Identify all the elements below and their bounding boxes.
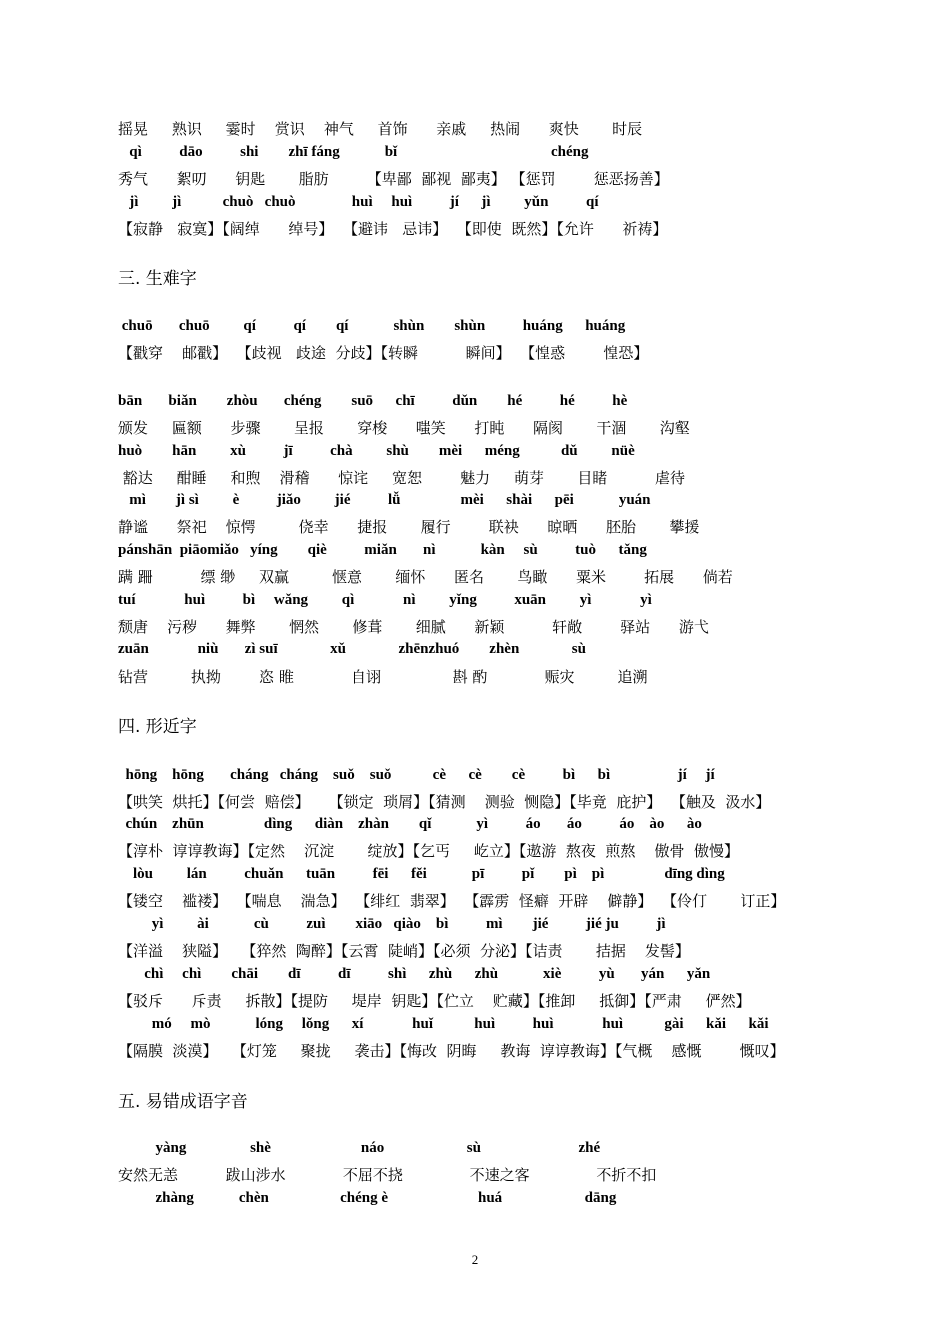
vocab-line: 秀气 絮叨 钥匙 脂肪 【卑鄙 鄙视 鄙夷】 【惩罚 惩恶扬善】 bbox=[118, 170, 669, 188]
vocab-line: 【寂静 寂寞】【阔绰 绰号】 【避讳 忌讳】 【即使 既然】【允许 祈祷】 bbox=[118, 220, 668, 238]
vocab-line: 钻营 执拗 恣 睢 自诩 斟 酌 赈灾 追溯 bbox=[118, 668, 648, 686]
pinyin-line: pánshān piāomiǎo yíng qiè miǎn nì kàn sù tuò tǎng bbox=[118, 542, 647, 558]
pinyin-line: chuō chuō qí qí qí shùn shùn huáng huáng bbox=[118, 318, 626, 334]
vocab-line: 【淳朴 谆谆教诲】【定然 沉淀 绽放】【乞丐 屹立】【遨游 熬夜 煎熬 傲骨 傲慢】 bbox=[118, 842, 740, 860]
pinyin-line: mó mò lóng lǒng xí huǐ huì huì huì gài kǎi kǎi bbox=[118, 1016, 769, 1032]
pinyin-line: chì chì chāi dī dī shì zhù zhù xiè yù yán yǎn bbox=[118, 966, 711, 982]
pinyin-line: hōng hōng cháng cháng suǒ suǒ cè cè cè bì bì jí jí bbox=[118, 767, 715, 783]
pinyin-line: lòu lán chuǎn tuān fēi fěi pī pǐ pì pì dīng dìng bbox=[118, 866, 725, 882]
vocab-line: 摇晃 熟识 霎时 赏识 神气 首饰 亲戚 热闹 爽快 时辰 bbox=[118, 120, 643, 138]
pinyin-line: zhàng chèn chéng è huá dāng bbox=[118, 1190, 617, 1206]
vocab-line: 蹒 跚 缥 缈 双赢 惬意 缅怀 匿名 鸟瞰 粟米 拓展 倘若 bbox=[118, 568, 733, 586]
vocab-line: 【镂空 褴褛】 【喘息 湍急】 【绯红 翡翠】 【霹雳 怪癖 开辟 僻静】 【伶仃 订正】 bbox=[118, 892, 786, 910]
vocab-line: 【驳斥 斥责 拆散】【提防 堤岸 钥匙】【伫立 贮藏】【推卸 抵御】【严肃 俨然】 bbox=[118, 992, 751, 1010]
pinyin-line: tuí huì bì wǎng qì nì yǐng xuān yì yì bbox=[118, 592, 652, 608]
vocab-line: 安然无恙 跋山涉水 不屈不挠 不速之客 不折不扣 bbox=[118, 1166, 657, 1184]
pinyin-line: qì dāo shi zhī fáng bǐ chéng bbox=[118, 144, 589, 160]
section-heading: 五. 易错成语字音 bbox=[118, 1092, 248, 1112]
vocab-line: 【哄笑 烘托】【何尝 赔偿】 【锁定 琐屑】【猜测 测验 恻隐】【毕竟 庇护】 【触及 汲水】 bbox=[118, 793, 771, 811]
vocab-line: 豁达 酣睡 和煦 滑稽 惊诧 宽恕 魅力 萌芽 目睹 虐待 bbox=[118, 469, 686, 487]
section-heading: 三. 生难字 bbox=[118, 269, 197, 289]
vocab-line: 【洋溢 狭隘】 【猝然 陶醉】【云霄 陡峭】【必须 分泌】【诘责 拮据 发髻】 bbox=[118, 942, 690, 960]
vocab-line: 【戳穿 邮戳】 【歧视 歧途 分歧】【转瞬 瞬间】 【惶惑 惶恐】 bbox=[118, 344, 649, 362]
page-number: 2 bbox=[471, 1252, 479, 1267]
pinyin-line: jì jì chuò chuò huì huì jí jì yǔn qí bbox=[118, 194, 599, 210]
pinyin-line: yì ài cù zuì xiāo qiào bì mì jié jié ju jì bbox=[118, 916, 666, 932]
vocab-line: 颁发 匾额 步骤 呈报 穿梭 嗤笑 打盹 隔阂 干涸 沟壑 bbox=[118, 419, 690, 437]
pinyin-line: yàng shè náo sù zhé bbox=[118, 1140, 601, 1156]
pinyin-line: bān biǎn zhòu chéng suō chī dǔn hé hé hè bbox=[118, 393, 628, 409]
pinyin-line: huò hān xù jī chà shù mèi méng dǔ nüè bbox=[118, 443, 635, 459]
vocab-line: 静谧 祭祀 惊愕 侥幸 捷报 履行 联袂 晾晒 胚胎 攀援 bbox=[118, 518, 700, 536]
section-heading: 四. 形近字 bbox=[118, 717, 197, 737]
vocab-line: 颓唐 污秽 舞弊 惘然 修葺 细腻 新颖 轩敞 驿站 游弋 bbox=[118, 618, 709, 636]
vocab-line: 【隔膜 淡漠】 【灯笼 聚拢 袭击】【悔改 阴晦 教诲 谆谆教诲】【气概 感慨 慨叹】 bbox=[118, 1042, 785, 1060]
pinyin-line: zuān niù zì suī xǔ zhēnzhuó zhèn sù bbox=[118, 641, 586, 657]
pinyin-line: chún zhūn dìng diàn zhàn qǐ yì áo áo áo ào ào bbox=[118, 816, 702, 832]
pinyin-line: mì jì sì è jiǎo jié lǚ mèi shài pēi yuán bbox=[118, 492, 651, 508]
